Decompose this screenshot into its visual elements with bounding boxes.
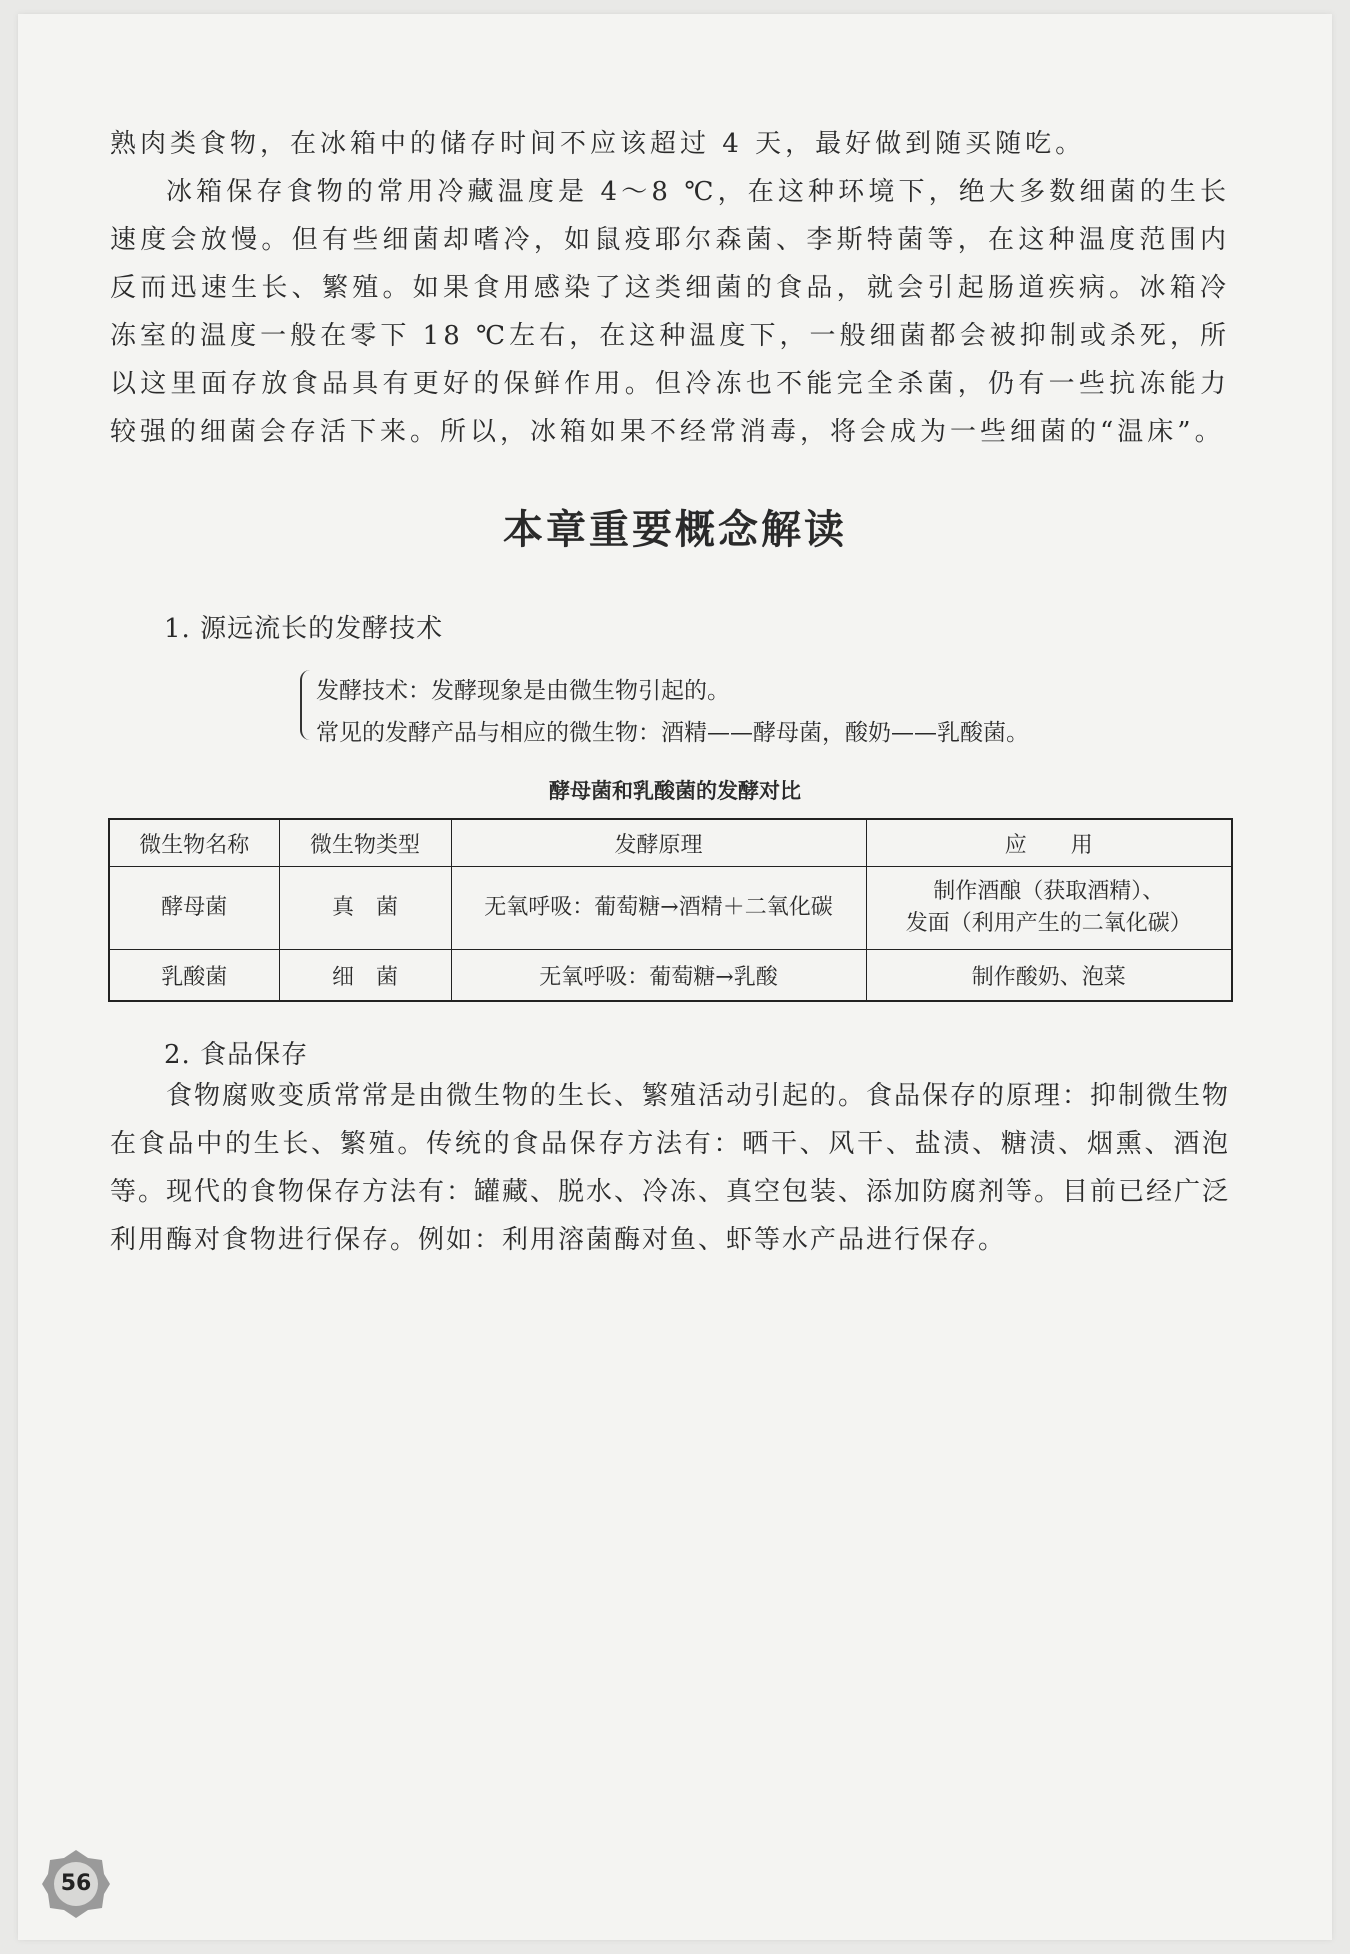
cell-name: 酵母菌 xyxy=(109,867,279,950)
section2-paragraph: 食物腐败变质常常是由微生物的生长、繁殖活动引起的。食品保存的原理：抑制微生物在食品中的生长、繁殖。传统的食品保存方法有：晒干、风干、盐渍、糖渍、烟熏、酒泡等。现代的食物保存方法有：罐藏、脱水、冷冻、真空包装、添加防腐剂等。目前已经广泛利用酶对食物进行保存。例如：利用溶菌酶对鱼、虾等水产品进行保存。 xyxy=(110,1081,1231,1255)
curly-brace xyxy=(300,670,314,740)
table-header-cell: 微生物名称 xyxy=(109,819,279,867)
cell-use-line: 制作酒酿（获取酒精）、 xyxy=(933,879,1165,904)
table-header-cell: 微生物类型 xyxy=(279,819,451,867)
table-header-row xyxy=(109,819,1232,867)
table-row xyxy=(109,950,1232,1002)
brace-line-2: 常见的发酵产品与相应的微生物：酒精——酵母菌，酸奶——乳酸菌。 xyxy=(316,720,1029,746)
intro-line: 熟肉类食物，在冰箱中的储存时间不应该超过 4 天，最好做到随买随吃。 xyxy=(110,129,1086,159)
table-title: 酵母菌和乳酸菌的发酵对比 xyxy=(549,779,801,803)
cell-principle: 无氧呼吸：葡萄糖→酒精＋二氧化碳 xyxy=(451,867,866,950)
section2-body xyxy=(110,1072,1230,1264)
cell-use: 制作酸奶、泡菜 xyxy=(866,950,1232,1002)
cell-principle: 无氧呼吸：葡萄糖→乳酸 xyxy=(451,950,866,1002)
table-row xyxy=(109,867,1232,950)
brace-line-1: 发酵技术：发酵现象是由微生物引起的。 xyxy=(316,678,730,704)
section1-heading: 1. 源远流长的发酵技术 xyxy=(164,614,444,644)
section2-heading: 2. 食品保存 xyxy=(164,1040,309,1070)
cell-use xyxy=(866,867,1232,950)
chapter-title: 本章重要概念解读 xyxy=(503,507,847,553)
cell-type: 细 菌 xyxy=(279,950,451,1002)
table-header-cell: 应 用 xyxy=(866,819,1232,867)
cell-use-line: 发面（利用产生的二氧化碳） xyxy=(905,911,1192,936)
page-number: 56 xyxy=(60,1871,92,1896)
fermentation-table xyxy=(108,818,1233,1002)
intro-block xyxy=(110,120,1230,456)
cell-name: 乳酸菌 xyxy=(109,950,279,1002)
cell-type: 真 菌 xyxy=(279,867,451,950)
page-number-badge xyxy=(40,1848,112,1920)
table-header-cell: 发酵原理 xyxy=(451,819,866,867)
intro-paragraph: 冰箱保存食物的常用冷藏温度是 4～8 ℃，在这种环境下，绝大多数细菌的生长速度会放慢。但有些细菌却嗜冷，如鼠疫耶尔森菌、李斯特菌等，在这种温度范围内反而迅速生长、繁殖。如果食用感染了这类细菌的食品，就会引起肠道疾病。冰箱冷冻室的温度一般在零下 18 ℃左右，在这种温度下，一般细菌都会被抑制或杀死，所以这里面存放食品具有更好的保鲜作用。但冷冻也不能完全杀菌，仍有一些抗冻能力较强的细菌会存活下来。所以，冰箱如果不经常消毒，将会成为一些细菌的“温床”。 xyxy=(110,177,1230,447)
